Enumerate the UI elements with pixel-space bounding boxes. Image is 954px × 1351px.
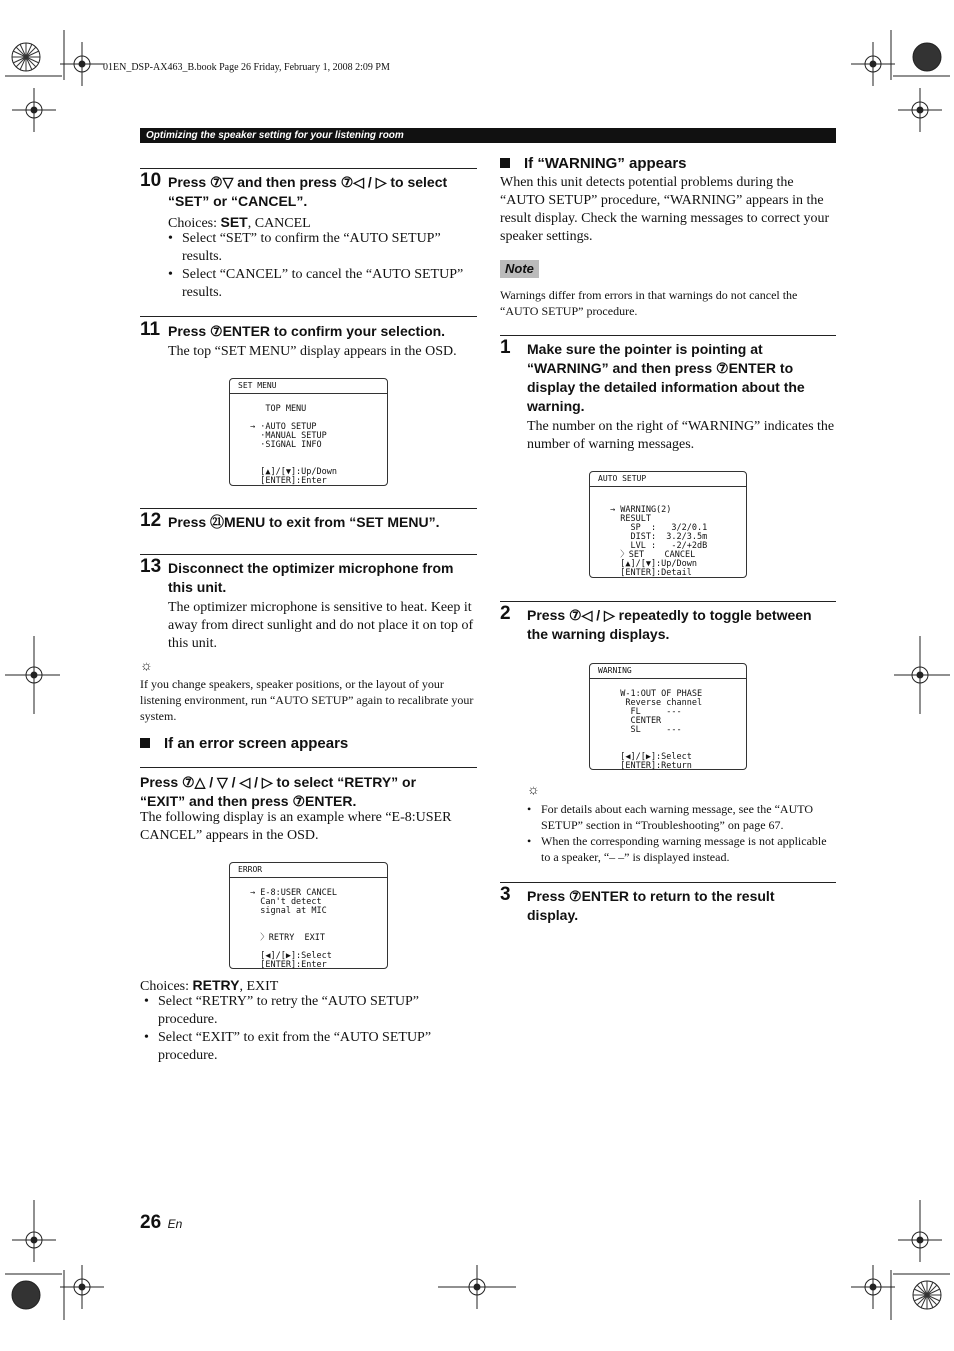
- right-step-2-number: 2: [500, 603, 511, 624]
- osd-body: TOP MENU → ·AUTO SETUP ·MANUAL SETUP ·SIGNAL INFO [▲]/[▼]:Up/Down [ENTER]:Enter: [250, 404, 337, 486]
- note-label: Note: [500, 260, 539, 278]
- warning-body: When this unit detects potential problems during the “AUTO SETUP” procedure, “WARNING” appears in the result display. Check the warning messages to correct your speaker settings.: [500, 175, 830, 244]
- list-item: • Select “EXIT” to exit from the “AUTO SETUP” procedure.: [144, 1029, 444, 1065]
- step-13-heading: Disconnect the optimizer microphone from this unit.: [168, 560, 454, 595]
- error-bullets: [144, 993, 444, 1065]
- error-heading: If an error screen appears: [140, 734, 348, 753]
- osd-set-menu: [229, 378, 388, 486]
- osd-title: AUTO SETUP: [590, 472, 746, 487]
- step-13-body: The optimizer microphone is sensitive to heat. Keep it away from direct sunlight and do not place it on top of this unit.: [168, 600, 474, 651]
- osd-body: → E-8:USER CANCEL Can't detect signal at MIC 〉RETRY EXIT [◀]/[▶]:Select [ENTER]:Enter: [250, 888, 337, 970]
- osd-body: → WARNING(2) RESULT SP : 3/2/0.1 DIST: 3.2/3.5m LVL : -2/+2dB 〉SET CANCEL [▲]/[▼]:Up/Down [ENTER]:Detail: [610, 505, 708, 578]
- step-11-number: 11: [140, 319, 161, 340]
- list-item: • When the corresponding warning message is not applicable to a speaker, “– –” is displayed instead.: [527, 833, 837, 865]
- right-step-1-body: The number on the right of “WARNING” indicates the number of warning messages.: [527, 419, 835, 452]
- file-info: 01EN_DSP-AX463_B.book Page 26 Friday, February 1, 2008 2:09 PM: [103, 62, 390, 73]
- right-tips: [527, 801, 837, 865]
- list-item: • For details about each warning message, see the “AUTO SETUP” section in “Troubleshooting” on page 67.: [527, 801, 837, 833]
- step-11-body: The top “SET MENU” display appears in the OSD.: [168, 344, 457, 359]
- right-step-2-heading: Press ⑦◁ / ▷ repeatedly to toggle between the warning displays.: [527, 607, 812, 642]
- osd-warning: [589, 663, 747, 770]
- page-number: 26 En: [140, 1212, 183, 1233]
- right-step-3-number: 3: [500, 884, 511, 905]
- tip-bulb-icon: ☼: [140, 659, 153, 674]
- list-item: • Select “CANCEL” to cancel the “AUTO SETUP” results.: [168, 266, 478, 302]
- section-bar: Optimizing the speaker setting for your listening room: [140, 128, 836, 143]
- step-13-number: 13: [140, 556, 162, 577]
- error-body: The following display is an example where “E-8:USER CANCEL” appears in the OSD.: [140, 810, 452, 843]
- step-11-heading: Press ⑦ENTER to confirm your selection.: [168, 323, 446, 339]
- tip-bulb-icon: ☼: [527, 783, 540, 798]
- warning-heading: If “WARNING” appears: [500, 154, 687, 173]
- error-choices: Choices: RETRY, EXIT: [140, 977, 279, 994]
- list-item: • Select “RETRY” to retry the “AUTO SETUP” procedure.: [144, 993, 444, 1029]
- tip-text: If you change speakers, speaker positions, or the layout of your listening environment, run “AUTO SETUP” again to recalibrate your system.: [140, 677, 474, 723]
- step-10-bullets: [168, 230, 478, 302]
- osd-title: ERROR: [230, 863, 387, 878]
- osd-error: [229, 862, 388, 969]
- error-step-heading: Press ⑦△ / ▽ / ◁ / ▷ to select “RETRY” or “EXIT” and then press ⑦ENTER.: [140, 774, 417, 809]
- step-10-number: 10: [140, 170, 162, 191]
- step-12-heading: Press ㉑MENU to exit from “SET MENU”.: [168, 514, 440, 530]
- right-step-1-number: 1: [500, 337, 511, 358]
- step-12-number: 12: [140, 510, 162, 531]
- osd-auto-setup: [589, 471, 747, 578]
- osd-title: SET MENU: [230, 379, 387, 394]
- step-10-choices: Choices: SET, CANCEL: [168, 214, 311, 231]
- osd-title: WARNING: [590, 664, 746, 679]
- note-text: Warnings differ from errors in that warnings do not cancel the “AUTO SETUP” procedure.: [500, 288, 798, 318]
- right-step-3-heading: Press ⑦ENTER to return to the result display.: [527, 888, 775, 923]
- list-item: • Select “SET” to confirm the “AUTO SETUP” results.: [168, 230, 478, 266]
- right-step-1-heading: Make sure the pointer is pointing at “WARNING” and then press ⑦ENTER to display the detailed information about the warning.: [527, 341, 805, 414]
- step-10-heading: Press ⑦▽ and then press ⑦◁ / ▷ to select “SET” or “CANCEL”.: [168, 174, 448, 209]
- osd-body: W-1:OUT OF PHASE Reverse channel FL --- CENTER SL --- [◀]/[▶]:Select [ENTER]:Return: [620, 689, 703, 771]
